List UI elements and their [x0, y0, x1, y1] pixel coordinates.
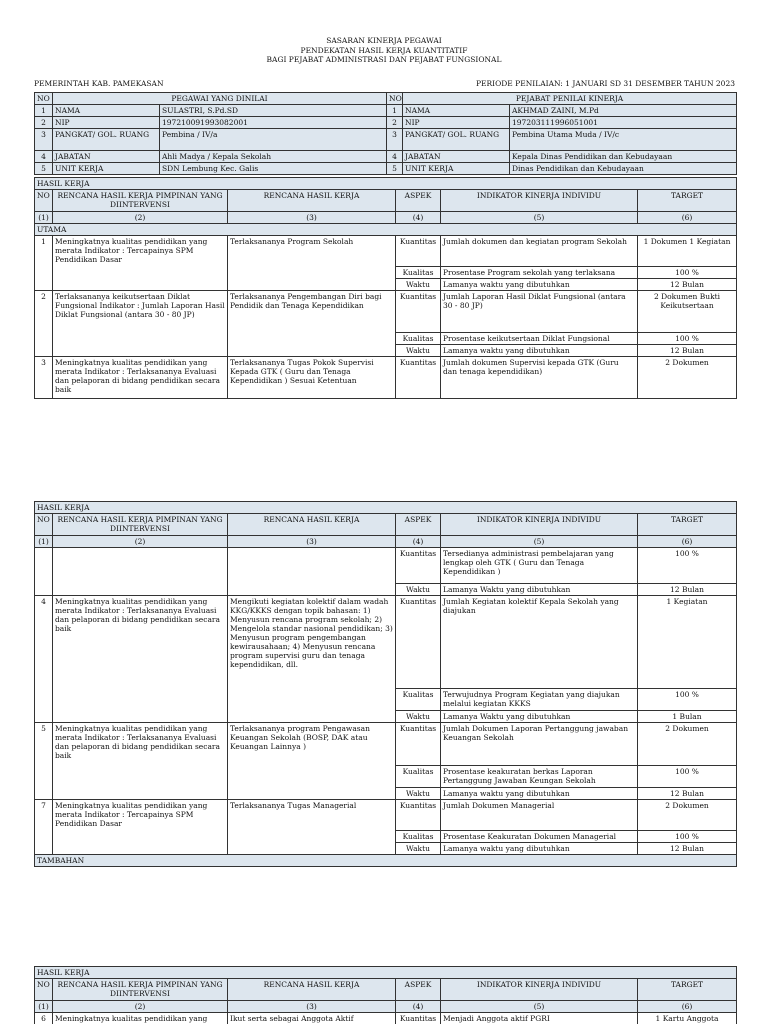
item-indikator: Prosentase Keakuratan Dokumen Managerial: [441, 831, 638, 843]
item-target: 2 Dokumen: [638, 723, 737, 766]
item-aspek: Kuantitas: [396, 800, 441, 831]
col-num-6: (6): [638, 212, 737, 224]
identity-row: [35, 117, 737, 129]
item-indikator: Terwujudnya Program Kegiatan yang diajukan melalui kegiatan KKKS: [441, 689, 638, 711]
item-aspek: Waktu: [396, 788, 441, 800]
id-value-right: AKHMAD ZAINI, M.Pd: [510, 105, 737, 117]
table-row: [35, 723, 737, 766]
identity-table: [34, 92, 737, 175]
item-aspek: Kuantitas: [396, 596, 441, 689]
col-target: TARGET: [638, 979, 737, 1001]
results-table-page3: [34, 966, 737, 1024]
item-aspek: Kuantitas: [396, 548, 441, 584]
item-pimpinan: Terlaksananya keikutsertaan Diklat Fungsional Indikator : Jumlah Laporan Hasil Diklat Fungsional (antara 30 - 80 JP): [53, 291, 228, 357]
id-value-left: SDN Lembung Kec. Galis: [160, 163, 387, 175]
col-aspek: ASPEK: [396, 979, 441, 1001]
col-num-5: (5): [441, 1001, 638, 1013]
item-no: 5: [35, 723, 53, 800]
id-label: JABATAN: [403, 151, 510, 163]
item-target: 12 Bulan: [638, 843, 737, 855]
item-pimpinan: [53, 548, 228, 596]
item-target: 1 Kegiatan: [638, 596, 737, 689]
item-aspek: Kualitas: [396, 766, 441, 788]
table-row: [35, 1013, 737, 1024]
item-indikator: Menjadi Anggota aktif PGRI: [441, 1013, 638, 1024]
id-no: 3: [35, 129, 53, 151]
section-utama: UTAMA: [35, 224, 737, 236]
item-indikator: Jumlah dokumen Supervisi kepada GTK (Guru dan tenaga kependidikan): [441, 357, 638, 399]
item-aspek: Kualitas: [396, 267, 441, 279]
col-num-3: (3): [228, 536, 396, 548]
results-table-page2: [34, 501, 737, 867]
id-no: 5: [387, 163, 403, 175]
col-num-2: (2): [53, 1001, 228, 1013]
item-indikator: Lamanya Waktu yang dibutuhkan: [441, 584, 638, 596]
item-target: 12 Bulan: [638, 584, 737, 596]
id-value-left: Ahli Madya / Kepala Sekolah: [160, 151, 387, 163]
id-value-right: Pembina Utama Muda / IV/c: [510, 129, 737, 151]
item-no: [35, 548, 53, 596]
col-no: NO: [35, 514, 53, 536]
item-aspek: Kualitas: [396, 831, 441, 843]
table-row: [35, 800, 737, 831]
item-rencana: Terlaksananya Tugas Pokok Supervisi Kepada GTK ( Guru dan Tenaga Kependidikan ) Sesuai Ketentuan: [228, 357, 396, 399]
identity-row: [35, 105, 737, 117]
id-label: UNIT KERJA: [53, 163, 160, 175]
section-tambahan: TAMBAHAN: [35, 855, 737, 867]
item-target: 100 %: [638, 831, 737, 843]
item-indikator: Jumlah Dokumen Managerial: [441, 800, 638, 831]
col-target: TARGET: [638, 190, 737, 212]
item-aspek: Kuantitas: [396, 357, 441, 399]
item-pimpinan: Meningkatnya kualitas pendidikan yang merata Indikator : Tercapainya SPM Pendidikan Dasar: [53, 800, 228, 855]
col-target: TARGET: [638, 514, 737, 536]
col-aspek: ASPEK: [396, 514, 441, 536]
item-no: 7: [35, 800, 53, 855]
item-indikator: Jumlah Kegiatan kolektif Kepala Sekolah yang diajukan: [441, 596, 638, 689]
id-label: PANGKAT/ GOL. RUANG: [403, 129, 510, 151]
col-num-5: (5): [441, 212, 638, 224]
item-target: 1 Bulan: [638, 711, 737, 723]
col-indikator: INDIKATOR KINERJA INDIVIDU: [441, 979, 638, 1001]
item-aspek: Waktu: [396, 584, 441, 596]
item-target: 100 %: [638, 689, 737, 711]
doc-title-3: BAGI PEJABAT ADMINISTRASI DAN PEJABAT FUNGSIONAL: [266, 55, 502, 64]
item-indikator: Jumlah dokumen dan kegiatan program Sekolah: [441, 236, 638, 267]
col-num-5: (5): [441, 536, 638, 548]
item-indikator: Jumlah Laporan Hasil Diklat Fungsional (antara 30 - 80 JP): [441, 291, 638, 333]
col-no: NO: [35, 979, 53, 1001]
col-rencana-pimpinan: RENCANA HASIL KERJA PIMPINAN YANG DIINTERVENSI: [53, 514, 228, 536]
id-label: NAMA: [403, 105, 510, 117]
section-hasil-kerja: HASIL KERJA: [35, 967, 737, 979]
item-rencana: [228, 548, 396, 596]
col-indikator: INDIKATOR KINERJA INDIVIDU: [441, 190, 638, 212]
item-no: 4: [35, 596, 53, 723]
col-rencana: RENCANA HASIL KERJA: [228, 514, 396, 536]
col-num-4: (4): [396, 536, 441, 548]
item-indikator: Prosentase keakuratan berkas Laporan Pertanggung Jawaban Keungan Sekolah: [441, 766, 638, 788]
id-label: PANGKAT/ GOL. RUANG: [53, 129, 160, 151]
item-target: 1 Kartu Anggota: [638, 1013, 737, 1024]
item-pimpinan: Meningkatnya kualitas pendidikan yang merata Indikator : Terlaksananya Evaluasi dan pelaporan di bidang pendidikan secara baik: [53, 723, 228, 800]
col-rencana-pimpinan: RENCANA HASIL KERJA PIMPINAN YANG DIINTERVENSI: [53, 979, 228, 1001]
table-row: [35, 548, 737, 584]
col-rencana-pimpinan: RENCANA HASIL KERJA PIMPINAN YANG DIINTERVENSI: [53, 190, 228, 212]
id-no-head: NO: [35, 93, 53, 105]
section-hasil-kerja: HASIL KERJA: [35, 502, 737, 514]
table-row: [35, 236, 737, 267]
item-target: 100 %: [638, 548, 737, 584]
evaluator-title: PEJABAT PENILAI KINERJA: [403, 93, 737, 105]
item-pimpinan: Meningkatnya kualitas pendidikan yang merata Indikator : Terlaksananya Evaluasi dan pelaporan di bidang pendidikan secara baik: [53, 596, 228, 723]
item-target: 100 %: [638, 766, 737, 788]
id-value-left: Pembina / IV/a: [160, 129, 387, 151]
item-target: 100 %: [638, 333, 737, 345]
identity-row: [35, 151, 737, 163]
item-aspek: Waktu: [396, 843, 441, 855]
document-header: [0, 36, 768, 65]
item-indikator: Lamanya waktu yang dibutuhkan: [441, 345, 638, 357]
table-row: [35, 596, 737, 689]
id-label: NAMA: [53, 105, 160, 117]
id-no-head-2: NO: [387, 93, 403, 105]
item-target: 12 Bulan: [638, 788, 737, 800]
id-label: JABATAN: [53, 151, 160, 163]
table-row: [35, 291, 737, 333]
item-target: 12 Bulan: [638, 345, 737, 357]
id-no: 5: [35, 163, 53, 175]
item-aspek: Kuantitas: [396, 723, 441, 766]
id-no: 4: [387, 151, 403, 163]
item-indikator: Prosentase Program sekolah yang terlaksana: [441, 267, 638, 279]
item-target: 1 Dokumen 1 Kegiatan: [638, 236, 737, 267]
item-target: 12 Bulan: [638, 279, 737, 291]
item-indikator: Lamanya Waktu yang dibutuhkan: [441, 711, 638, 723]
col-num-1: (1): [35, 536, 53, 548]
col-indikator: INDIKATOR KINERJA INDIVIDU: [441, 514, 638, 536]
item-rencana: Ikut serta sebagai Anggota Aktif: [228, 1013, 396, 1024]
item-rencana: Terlaksananya Pengembangan Diri bagi Pendidik dan Tenaga Kependidikan: [228, 291, 396, 357]
period-label: PERIODE PENILAIAN: 1 JANUARI SD 31 DESEMBER TAHUN 2023: [476, 79, 735, 88]
id-label: NIP: [403, 117, 510, 129]
col-aspek: ASPEK: [396, 190, 441, 212]
id-label: NIP: [53, 117, 160, 129]
id-value-left: SULASTRI, S.Pd.SD: [160, 105, 387, 117]
col-num-2: (2): [53, 212, 228, 224]
id-value-left: 197210091993082001: [160, 117, 387, 129]
item-aspek: Kuantitas: [396, 1013, 441, 1024]
item-aspek: Kualitas: [396, 689, 441, 711]
col-num-1: (1): [35, 212, 53, 224]
id-value-right: Dinas Pendidikan dan Kebudayaan: [510, 163, 737, 175]
item-aspek: Waktu: [396, 345, 441, 357]
id-no: 3: [387, 129, 403, 151]
item-target: 2 Dokumen: [638, 357, 737, 399]
col-rencana: RENCANA HASIL KERJA: [228, 979, 396, 1001]
identity-row: [35, 163, 737, 175]
item-rencana: Terlaksananya program Pengawasan Keuangan Sekolah (BOSP, DAK atau Keuangan Lainnya ): [228, 723, 396, 800]
id-no: 2: [387, 117, 403, 129]
item-pimpinan: Meningkatnya kualitas pendidikan yang merata Indikator : Terlaksananya Evaluasi dan pelaporan di bidang pendidikan secara baik: [53, 357, 228, 399]
item-aspek: Kuantitas: [396, 236, 441, 267]
col-num-3: (3): [228, 212, 396, 224]
item-rencana: Mengikuti kegiatan kolektif dalam wadah KKG/KKKS dengan topik bahasan: 1) Menyusun rencana program sekolah; 2) Mengelola standar nasional pendidikan; 3) Menyusun program pengembangan kewirausahaan; 4) Menyusun rencana program supervisi guru dan tenaga kependidikan, dll.: [228, 596, 396, 723]
col-no: NO: [35, 190, 53, 212]
table-row: [35, 357, 737, 399]
id-value-right: 197203111996051001: [510, 117, 737, 129]
evaluated-title: PEGAWAI YANG DINILAI: [53, 93, 387, 105]
results-table-page1: [34, 177, 737, 399]
id-no: 1: [35, 105, 53, 117]
item-indikator: Tersedianya administrasi pembelajaran yang lengkap oleh GTK ( Guru dan Tenaga Kependidikan ): [441, 548, 638, 584]
item-no: 2: [35, 291, 53, 357]
institution-label: PEMERINTAH KAB. PAMEKASAN: [34, 79, 164, 88]
item-indikator: Lamanya waktu yang dibutuhkan: [441, 788, 638, 800]
item-aspek: Waktu: [396, 279, 441, 291]
doc-title-1: SASARAN KINERJA PEGAWAI: [326, 36, 442, 45]
col-rencana: RENCANA HASIL KERJA: [228, 190, 396, 212]
item-indikator: Lamanya waktu yang dibutuhkan: [441, 279, 638, 291]
item-rencana: Terlaksananya Tugas Managerial: [228, 800, 396, 855]
col-num-6: (6): [638, 1001, 737, 1013]
id-label: UNIT KERJA: [403, 163, 510, 175]
id-no: 2: [35, 117, 53, 129]
item-indikator: Jumlah Dokumen Laporan Pertanggung jawaban Keuangan Sekolah: [441, 723, 638, 766]
section-hasil-kerja: HASIL KERJA: [35, 178, 737, 190]
col-num-4: (4): [396, 212, 441, 224]
item-aspek: Kualitas: [396, 333, 441, 345]
item-indikator: Prosentase keikutsertaan Diklat Fungsional: [441, 333, 638, 345]
item-pimpinan: Meningkatnya kualitas pendidikan yang: [53, 1013, 228, 1024]
item-aspek: Kuantitas: [396, 291, 441, 333]
item-no: 1: [35, 236, 53, 291]
identity-row: [35, 129, 737, 151]
id-no: 4: [35, 151, 53, 163]
doc-title-2: PENDEKATAN HASIL KERJA KUANTITATIF: [300, 45, 468, 55]
item-aspek: Waktu: [396, 711, 441, 723]
item-pimpinan: Meningkatnya kualitas pendidikan yang merata Indikator : Tercapainya SPM Pendidikan Dasar: [53, 236, 228, 291]
item-no: 6: [35, 1013, 53, 1024]
item-target: 2 Dokumen: [638, 800, 737, 831]
id-value-right: Kepala Dinas Pendidikan dan Kebudayaan: [510, 151, 737, 163]
col-num-2: (2): [53, 536, 228, 548]
id-no: 1: [387, 105, 403, 117]
item-indikator: Lamanya waktu yang dibutuhkan: [441, 843, 638, 855]
col-num-3: (3): [228, 1001, 396, 1013]
item-target: 100 %: [638, 267, 737, 279]
item-target: 2 Dokumen Bukti Keikutsertaan: [638, 291, 737, 333]
col-num-6: (6): [638, 536, 737, 548]
col-num-4: (4): [396, 1001, 441, 1013]
col-num-1: (1): [35, 1001, 53, 1013]
item-rencana: Terlaksananya Program Sekolah: [228, 236, 396, 291]
item-no: 3: [35, 357, 53, 399]
